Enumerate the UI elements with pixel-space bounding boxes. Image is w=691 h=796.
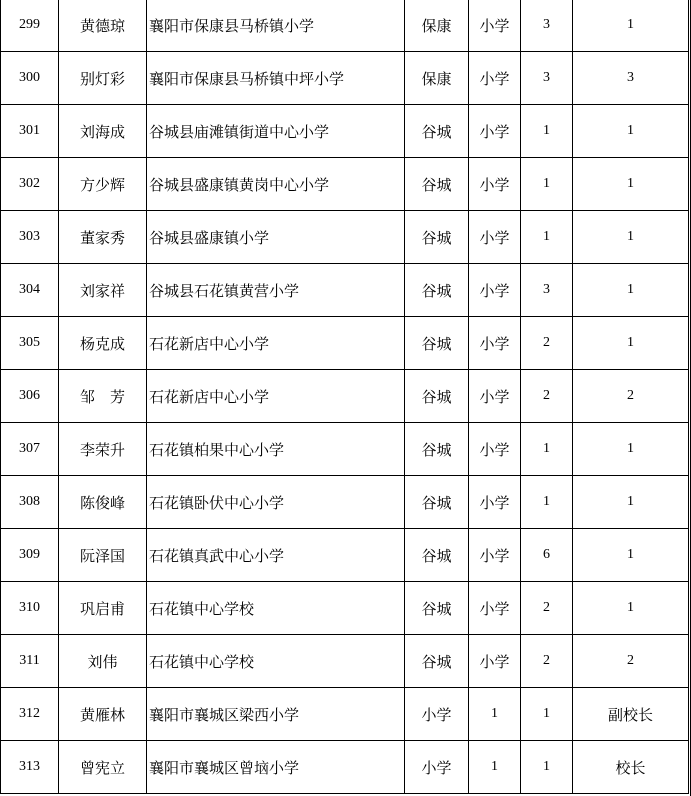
count-cell-b: 3: [573, 52, 689, 105]
count-cell-b: 2: [573, 635, 689, 688]
teacher-name: 李荣升: [59, 423, 147, 476]
table-row: [1, 370, 689, 423]
count-cell-b: 1: [521, 741, 573, 794]
region-cell: 谷城: [405, 423, 469, 476]
region-cell: 谷城: [405, 635, 469, 688]
school-name: 襄阳市襄城区曾垴小学: [147, 741, 405, 794]
table-row: [1, 635, 689, 688]
count-cell-a: 2: [521, 582, 573, 635]
row-number: 308: [1, 476, 59, 529]
region-cell: 谷城: [405, 211, 469, 264]
count-cell-a: 3: [521, 52, 573, 105]
teacher-name: 方少辉: [59, 158, 147, 211]
count-cell-b: 1: [573, 211, 689, 264]
teacher-name: 曾宪立: [59, 741, 147, 794]
count-cell-b: 1: [521, 688, 573, 741]
count-cell-a: 1: [521, 476, 573, 529]
region-cell: 谷城: [405, 582, 469, 635]
position-cell: 副校长: [573, 688, 689, 741]
table-row: [1, 158, 689, 211]
table-row: [1, 476, 689, 529]
row-number: 303: [1, 211, 59, 264]
school-name: 石花镇中心学校: [147, 582, 405, 635]
count-cell-a: 6: [521, 529, 573, 582]
table-row: [1, 529, 689, 582]
row-number: 307: [1, 423, 59, 476]
region-cell: 保康: [405, 52, 469, 105]
count-cell-a: 2: [521, 635, 573, 688]
table-row: [1, 264, 689, 317]
count-cell-a: 3: [521, 264, 573, 317]
count-cell-b: 2: [573, 370, 689, 423]
table-row: [1, 423, 689, 476]
school-name: 谷城县石花镇黄营小学: [147, 264, 405, 317]
row-number: 304: [1, 264, 59, 317]
school-name: 石花新店中心小学: [147, 370, 405, 423]
region-cell: 保康: [405, 0, 469, 52]
level-cell: 小学: [469, 0, 521, 52]
school-name: 石花镇中心学校: [147, 635, 405, 688]
count-cell-b: 1: [573, 105, 689, 158]
count-cell-a: 3: [521, 0, 573, 52]
row-number: 306: [1, 370, 59, 423]
level-cell: 小学: [469, 211, 521, 264]
count-cell-a: 1: [521, 211, 573, 264]
teacher-name: 巩启甫: [59, 582, 147, 635]
school-name: 襄阳市保康县马桥镇中坪小学: [147, 52, 405, 105]
count-cell-b: 1: [573, 582, 689, 635]
count-cell-a: 1: [469, 741, 521, 794]
school-name: 石花镇卧伏中心小学: [147, 476, 405, 529]
teacher-name: 刘伟: [59, 635, 147, 688]
count-cell-a: 1: [469, 688, 521, 741]
level-cell: 小学: [469, 317, 521, 370]
region-cell: 谷城: [405, 158, 469, 211]
school-name: 谷城县庙滩镇街道中心小学: [147, 105, 405, 158]
row-number: 311: [1, 635, 59, 688]
count-cell-a: 1: [521, 158, 573, 211]
school-name: 石花镇柏果中心小学: [147, 423, 405, 476]
region-cell: 谷城: [405, 476, 469, 529]
table-row: [1, 688, 689, 741]
level-cell: 小学: [469, 52, 521, 105]
count-cell-a: 2: [521, 317, 573, 370]
count-cell-b: 1: [573, 0, 689, 52]
school-name: 襄阳市襄城区梁西小学: [147, 688, 405, 741]
level-cell: 小学: [469, 529, 521, 582]
school-name: 襄阳市保康县马桥镇小学: [147, 0, 405, 52]
table-row: [1, 211, 689, 264]
row-number: 309: [1, 529, 59, 582]
teacher-name: 刘家祥: [59, 264, 147, 317]
teacher-name: 黄雁林: [59, 688, 147, 741]
school-name: 谷城县盛康镇小学: [147, 211, 405, 264]
region-cell: 谷城: [405, 529, 469, 582]
row-number: 302: [1, 158, 59, 211]
count-cell-a: 1: [521, 105, 573, 158]
region-cell: 谷城: [405, 370, 469, 423]
row-number: 300: [1, 52, 59, 105]
teacher-name: 杨克成: [59, 317, 147, 370]
table-row: [1, 582, 689, 635]
row-number: 305: [1, 317, 59, 370]
teacher-name: 陈俊峰: [59, 476, 147, 529]
table-row: [1, 105, 689, 158]
table-row: [1, 0, 689, 52]
level-cell: 小学: [469, 635, 521, 688]
table-row: [1, 741, 689, 794]
school-name: 石花镇真武中心小学: [147, 529, 405, 582]
count-cell-b: 1: [573, 476, 689, 529]
region-cell: 谷城: [405, 105, 469, 158]
level-cell: 小学: [469, 264, 521, 317]
teacher-name: 黄德琼: [59, 0, 147, 52]
teacher-name: 董家秀: [59, 211, 147, 264]
row-number: 312: [1, 688, 59, 741]
count-cell-a: 2: [521, 370, 573, 423]
count-cell-a: 1: [521, 423, 573, 476]
teacher-name: 阮泽国: [59, 529, 147, 582]
region-cell: 谷城: [405, 317, 469, 370]
table-row: [1, 317, 689, 370]
school-name: 谷城县盛康镇黄岗中心小学: [147, 158, 405, 211]
count-cell-b: 1: [573, 264, 689, 317]
row-number: 299: [1, 0, 59, 52]
count-cell-b: 1: [573, 317, 689, 370]
teacher-name: 刘海成: [59, 105, 147, 158]
count-cell-b: 1: [573, 158, 689, 211]
row-number: 313: [1, 741, 59, 794]
school-name: 石花新店中心小学: [147, 317, 405, 370]
count-cell-b: 1: [573, 529, 689, 582]
level-cell: 小学: [405, 688, 469, 741]
level-cell: 小学: [469, 476, 521, 529]
row-number: 301: [1, 105, 59, 158]
teacher-name: 别灯彩: [59, 52, 147, 105]
level-cell: 小学: [469, 423, 521, 476]
region-cell: 谷城: [405, 264, 469, 317]
level-cell: 小学: [469, 158, 521, 211]
level-cell: 小学: [405, 741, 469, 794]
level-cell: 小学: [469, 582, 521, 635]
table-row: [1, 52, 689, 105]
level-cell: 小学: [469, 105, 521, 158]
teacher-name: 邹 芳: [59, 370, 147, 423]
count-cell-b: 1: [573, 423, 689, 476]
level-cell: 小学: [469, 370, 521, 423]
position-cell: 校长: [573, 741, 689, 794]
row-number: 310: [1, 582, 59, 635]
table-body: [1, 0, 689, 794]
